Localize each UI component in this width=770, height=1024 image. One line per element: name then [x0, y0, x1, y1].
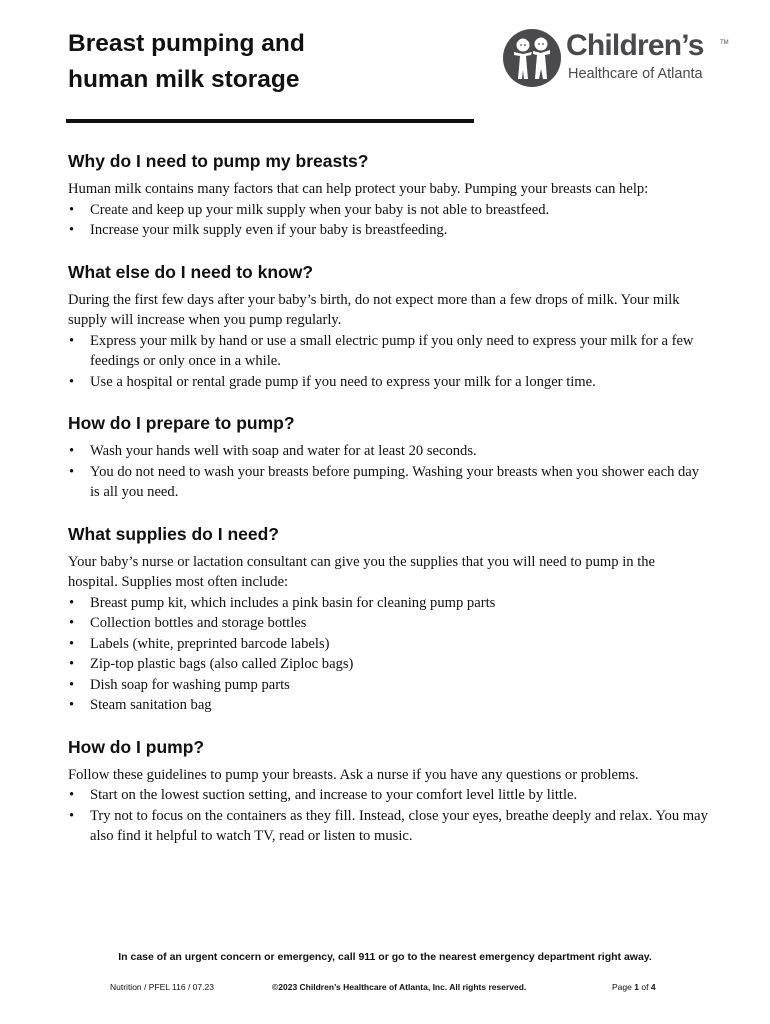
emergency-notice: In case of an urgent concern or emergency, call 911 or go to the nearest emergency department right away.	[118, 951, 652, 963]
list-item: • Start on the lowest suction setting, and increase to your comfort level little by little.	[68, 785, 708, 806]
bullet-list	[68, 593, 708, 716]
list-item: • You do not need to wash your breasts before pumping. Washing your breasts when you shower each day is all you need.	[68, 462, 708, 503]
page-current: 1	[634, 982, 639, 992]
list-item: • Create and keep up your milk supply when your baby is not able to breastfeed.	[68, 200, 708, 221]
section-heading: What supplies do I need?	[68, 523, 279, 544]
page-number	[612, 982, 656, 992]
list-item: • Wash your hands well with soap and water for at least 20 seconds.	[68, 441, 708, 462]
logo-subtitle: Healthcare of Atlanta	[568, 66, 703, 82]
list-item: • Collection bottles and storage bottles	[68, 613, 708, 634]
logo-name: Children’s	[566, 29, 704, 62]
section-intro: During the first few days after your baby’s birth, do not expect more than a few drops of milk. Your milk supply will increase when you pump regularly.	[68, 291, 680, 328]
section-supplies	[68, 523, 708, 716]
list-item: • Use a hospital or rental grade pump if you need to express your milk for a longer time.	[68, 372, 708, 393]
section-heading: How do I pump?	[68, 736, 205, 757]
list-item: • Zip-top plastic bags (also called Ziploc bags)	[68, 654, 708, 675]
childrens-healthcare-logo	[502, 28, 732, 88]
list-item: • Increase your milk supply even if your baby is breastfeeding.	[68, 220, 708, 241]
list-item: • Steam sanitation bag	[68, 695, 708, 716]
page-total: 4	[650, 982, 656, 992]
title-line-1: Breast pumping and	[68, 30, 305, 57]
children-figures-icon	[502, 28, 562, 88]
copyright-notice: ©2023 Children’s Healthcare of Atlanta, Inc. All rights reserved.	[272, 982, 527, 992]
bullet-list	[68, 785, 708, 847]
section-intro: Human milk contains many factors that can help protect your baby. Pumping your breasts can help:	[68, 181, 649, 197]
page-of: of	[641, 982, 649, 992]
section-intro: Your baby’s nurse or lactation consultant can give you the supplies that you will need to pump in the hospital. Supplies most often include:	[68, 553, 656, 590]
section-how-pump	[68, 736, 708, 847]
list-item: • Express your milk by hand or use a small electric pump if you only need to express your milk for a few feedings or only once in a while.	[68, 331, 708, 372]
section-heading: Why do I need to pump my breasts?	[68, 151, 369, 171]
bullet-list	[68, 441, 708, 503]
title-line-2: human milk storage	[68, 66, 300, 93]
section-heading: What else do I need to know?	[68, 261, 314, 282]
document-code: Nutrition / PFEL 116 / 07.23	[110, 982, 214, 992]
page-label: Page	[612, 982, 632, 992]
section-intro: Follow these guidelines to pump your breasts. Ask a nurse if you have any questions or problems.	[68, 766, 639, 783]
list-item: • Dish soap for washing pump parts	[68, 675, 708, 696]
list-item: • Labels (white, preprinted barcode labels)	[68, 634, 708, 655]
bullet-list	[68, 200, 708, 241]
section-what-else	[68, 261, 708, 393]
document-body	[68, 150, 708, 867]
list-item: • Try not to focus on the containers as they fill. Instead, close your eyes, breathe deeply and relax. You may also find it helpful to watch TV, read or listen to music.	[68, 806, 708, 847]
title-divider	[66, 119, 474, 123]
bullet-list	[68, 331, 708, 393]
list-item: • Breast pump kit, which includes a pink basin for cleaning pump parts	[68, 593, 708, 614]
section-prepare	[68, 412, 708, 503]
logo-trademark: TM	[720, 40, 729, 46]
section-heading: How do I prepare to pump?	[68, 413, 295, 433]
page-title	[68, 26, 498, 98]
section-why-pump	[68, 150, 708, 241]
